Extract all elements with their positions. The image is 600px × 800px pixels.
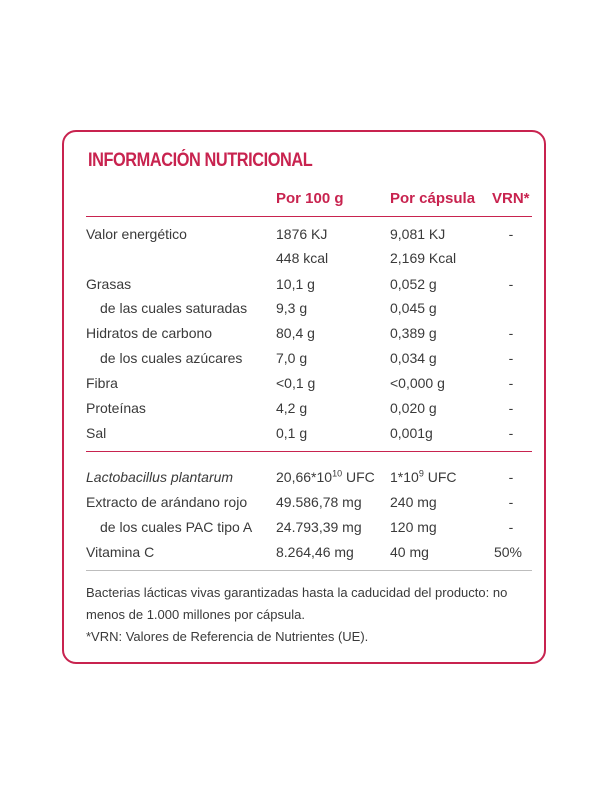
row-value-vrn: - [508,494,514,510]
row-value-vrn: - [508,400,514,416]
row-value-100g: 24.793,39 mg [276,519,362,535]
row-label: Sal [86,425,107,441]
row-value-capsule [390,465,457,489]
row-value-capsule: 40 mg [390,544,429,560]
row-value-100g: 80,4 g [276,325,315,341]
row-value-capsule: <0,000 g [390,375,445,391]
row-value-capsule: 0,034 g [390,350,437,366]
row-label: de los cuales azúcares [100,350,243,366]
table-row [64,346,544,370]
footnote-line: menos de 1.000 millones por cápsula. [86,607,305,622]
footnote-line: *VRN: Valores de Referencia de Nutrientes (UE). [86,629,369,644]
table-row [64,490,544,514]
row-value-capsule: 2,169 Kcal [390,250,457,266]
row-value-capsule: 240 mg [390,494,437,510]
value-unit: UFC [423,469,457,485]
row-value-100g: <0,1 g [276,375,316,391]
header-per-capsule: Por cápsula [390,190,476,207]
table-row [64,371,544,395]
row-value-vrn: - [508,469,514,485]
table-row [64,421,544,445]
row-label: Lactobacillus plantarum [86,469,234,485]
footnotes [86,582,526,648]
row-label: Valor energético [86,226,187,242]
row-label: Proteínas [86,400,146,416]
row-value-vrn: - [508,375,514,391]
row-value-vrn: - [508,276,514,292]
footnote-divider [86,570,532,571]
row-value-vrn: - [508,425,514,441]
row-label: de los cuales PAC tipo A [100,519,253,535]
row-value-100g: 0,1 g [276,425,308,441]
table-row [64,222,544,246]
row-label: Grasas [86,276,132,292]
row-value-capsule: 9,081 KJ [390,226,446,242]
header-vrn: VRN* [492,190,530,207]
table-row [64,321,544,345]
panel-title: INFORMACIÓN NUTRICIONAL [88,150,313,171]
row-value-capsule: 0,052 g [390,276,437,292]
value-base: 20,66*10 [276,469,333,485]
row-value-100g: 1876 KJ [276,226,328,242]
row-label: Hidratos de carbono [86,325,213,341]
table-row [64,465,544,489]
row-value-capsule: 0,389 g [390,325,437,341]
row-value-vrn: - [508,519,514,535]
row-value-vrn: - [508,325,514,341]
row-value-100g [276,465,375,489]
row-value-capsule: 0,045 g [390,300,437,316]
row-value-capsule: 120 mg [390,519,437,535]
row-value-100g: 9,3 g [276,300,308,316]
table-row [64,396,544,420]
value-unit: UFC [342,469,375,485]
row-label: Extracto de arándano rojo [86,494,248,510]
row-value-vrn: 50% [493,544,523,560]
row-value-vrn: - [508,226,514,242]
table-row [64,515,544,539]
row-value-100g: 7,0 g [276,350,308,366]
header-per-100g: Por 100 g [276,190,344,207]
table-row [64,246,544,270]
row-label: de las cuales saturadas [100,300,248,316]
row-label: Fibra [86,375,118,391]
section-divider [86,451,532,452]
nutrition-panel [62,130,546,664]
value-exponent: 9 [418,468,424,479]
row-value-100g: 4,2 g [276,400,308,416]
row-value-capsule: 0,001g [390,425,433,441]
table-row [64,272,544,296]
row-value-100g: 49.586,78 mg [276,494,362,510]
row-value-100g: 448 kcal [276,250,329,266]
row-value-100g: 8.264,46 mg [276,544,354,560]
row-value-100g: 10,1 g [276,276,315,292]
row-value-capsule: 0,020 g [390,400,437,416]
table-row [64,296,544,320]
row-value-vrn: - [508,350,514,366]
row-label: Vitamina C [86,544,155,560]
footnote-line: Bacterias lácticas vivas garantizadas hasta la caducidad del producto: no [86,585,508,600]
table-row [64,540,544,564]
value-exponent: 10 [332,468,343,479]
header-divider [86,216,532,217]
value-base: 1*10 [390,469,419,485]
